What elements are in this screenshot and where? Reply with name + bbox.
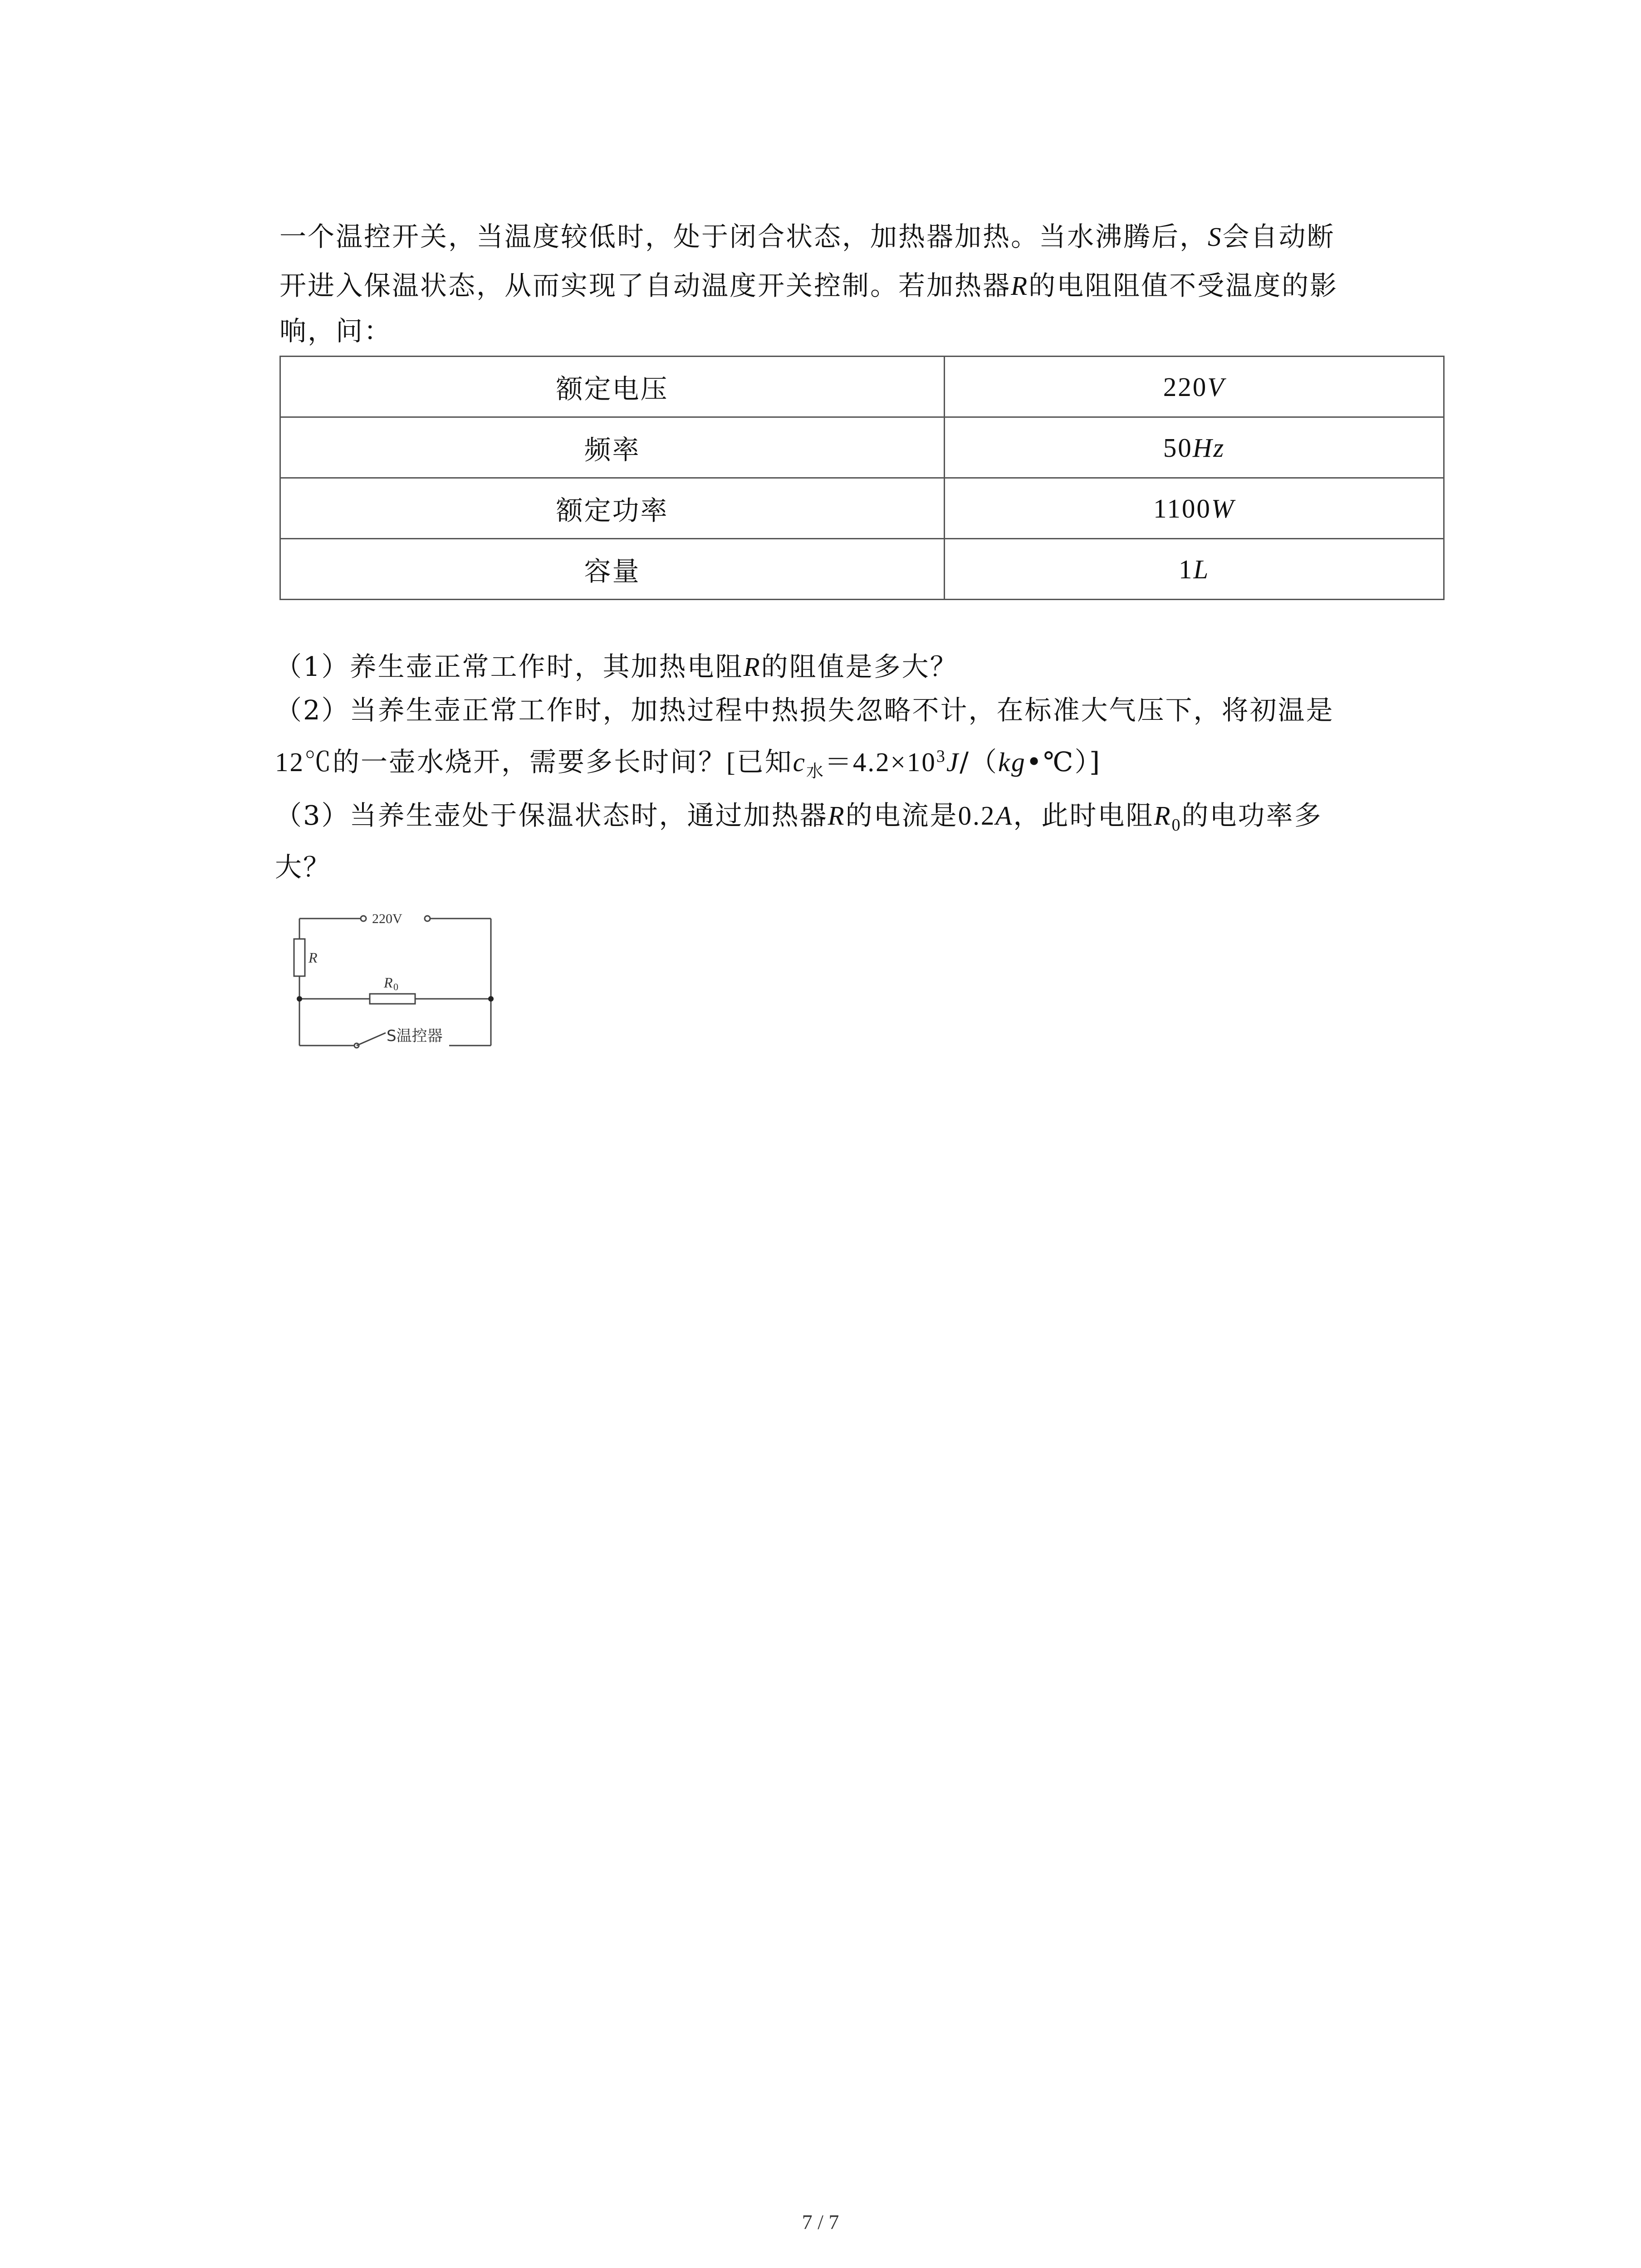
terminal-right	[425, 916, 430, 921]
intro-line-3: 响，问：	[279, 315, 392, 347]
question-2-line-2: 12℃的一壶水烧开，需要多长时间？[已知$c_水=4.2\times 10^3J/(kg•℃)$]	[275, 746, 1101, 781]
switch-label: S温控器	[387, 1027, 443, 1045]
voltage-label: 220V	[372, 911, 402, 926]
table-row	[280, 539, 1444, 600]
spec-label: 额定电压	[280, 357, 945, 417]
question-1: （1）养生壶正常工作时，其加热电阻R的阻值是多大？	[275, 651, 958, 682]
resistor-r	[294, 939, 305, 976]
r0-label: R	[384, 974, 393, 991]
switch-blade	[357, 1033, 386, 1046]
page-number: 7 / 7	[802, 2210, 839, 2234]
spec-value: 220V	[945, 357, 1444, 417]
question-3-line-2: 大？	[275, 851, 332, 883]
spec-value: 50Hz	[945, 417, 1444, 478]
resistor-r0	[370, 994, 415, 1004]
spec-table	[279, 356, 1445, 600]
spec-value: 1100W	[945, 478, 1444, 539]
question-3-line-1: （3）当养生壶处于保温状态时，通过加热器R的电流是0.2A，此时电阻$R_0$的电功率多	[275, 800, 1323, 835]
terminal-left	[361, 916, 366, 921]
intro-line-2: 开进入保温状态，从而实现了自动温度开关控制。若加热器R的电阻阻值不受温度的影	[279, 270, 1338, 301]
junction-left	[297, 996, 302, 1002]
r-label: R	[309, 949, 318, 966]
table-row	[280, 478, 1444, 539]
r0-subscript: 0	[393, 981, 398, 992]
table-row	[280, 357, 1444, 417]
spec-value: 1L	[945, 539, 1444, 600]
table-row	[280, 417, 1444, 478]
circuit-diagram	[281, 909, 499, 1059]
spec-label: 容量	[280, 539, 945, 600]
junction-right	[488, 996, 494, 1002]
intro-line-1: 一个温控开关，当温度较低时，处于闭合状态，加热器加热。当水沸腾后，S会自动断	[279, 221, 1335, 252]
question-2-line-1: （2）当养生壶正常工作时，加热过程中热损失忽略不计，在标准大气压下，将初温是	[275, 694, 1334, 726]
spec-label: 频率	[280, 417, 945, 478]
spec-label: 额定功率	[280, 478, 945, 539]
